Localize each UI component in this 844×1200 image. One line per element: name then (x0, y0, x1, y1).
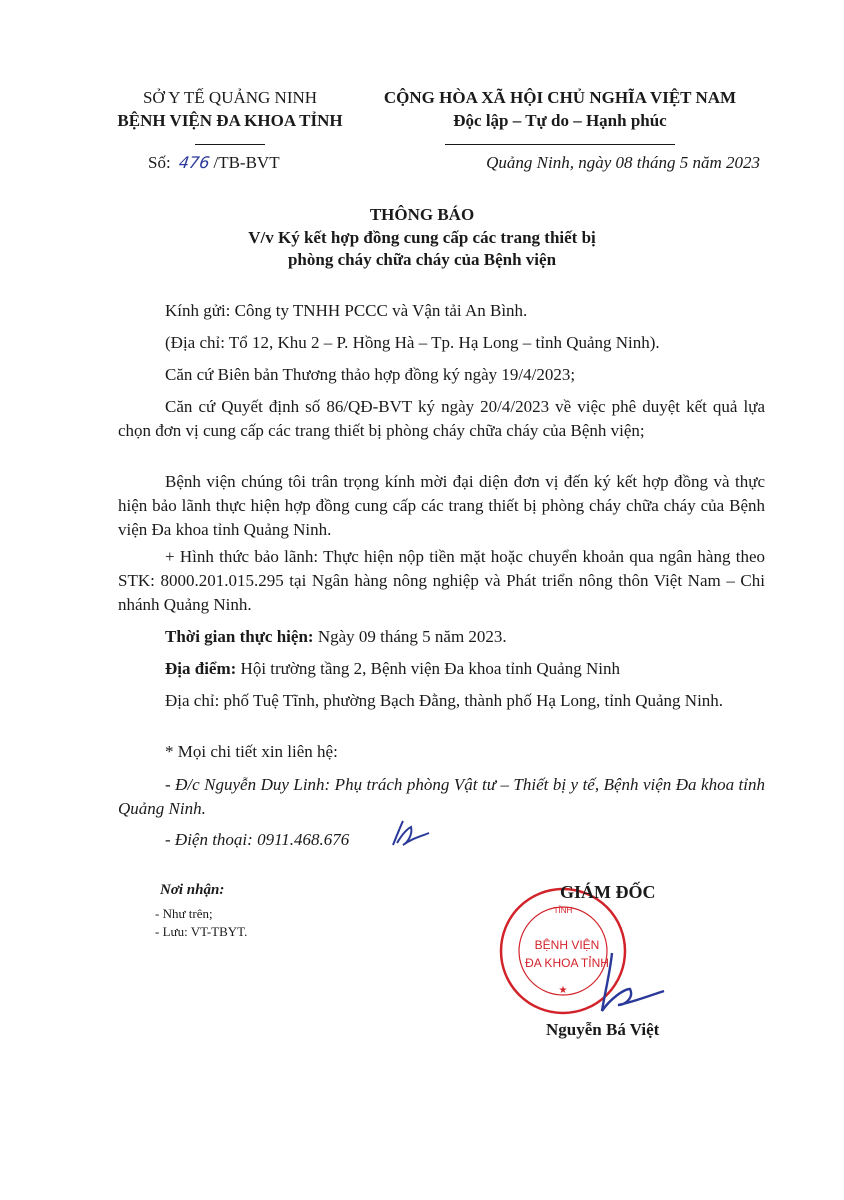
hospital-address: Địa chỉ: phố Tuệ Tĩnh, phường Bạch Đằng, thành phố Hạ Long, tỉnh Quảng Ninh. (165, 691, 724, 710)
location-label: Địa điểm: (165, 659, 237, 678)
company-address: (Địa chỉ: Tổ 12, Khu 2 – P. Hồng Hà – Tp. Hạ Long – tỉnh Quảng Ninh). (165, 333, 660, 352)
document-number (148, 153, 280, 173)
header-country (350, 86, 770, 150)
so-suffix: /TB-BVT (213, 153, 280, 172)
time-line (118, 625, 765, 649)
location-value: Hội trường tầng 2, Bệnh viện Đa khoa tỉnh Quảng Ninh (236, 659, 620, 678)
header-organization (100, 86, 360, 150)
signer-name: Nguyễn Bá Việt (546, 1020, 660, 1039)
stamp-line-1: BỆNH VIỆN (534, 938, 600, 952)
org-underline (195, 144, 265, 145)
recipient-1: - Như trên; (155, 906, 213, 921)
date-line: Quảng Ninh, ngày 08 tháng 5 năm 2023 (486, 153, 760, 172)
org-parent: SỞ Y TẾ QUẢNG NINH (142, 88, 318, 107)
contact-phone: - Điện thoại: 0911.468.676 (165, 830, 350, 849)
can-cu-1: Căn cứ Biên bản Thương thảo hợp đồng ký ngày 19/4/2023; (165, 365, 576, 384)
director-signature (590, 945, 670, 1020)
recipients-label: Nơi nhận: (160, 882, 225, 898)
invitation-paragraph: Bệnh viện chúng tôi trân trọng kính mời đại diện đơn vị đến ký kết hợp đồng và thực hiện bảo lãnh thực hiện hợp đồng cung cấp các trang thiết bị phòng cháy chữa cháy của Bệnh viện Đa khoa tỉnh Quảng Ninh. (118, 472, 765, 539)
subject-line-2: phòng cháy chữa cháy của Bệnh viện (287, 250, 557, 269)
kinh-gui: Kính gửi: Công ty TNHH PCCC và Vận tải An Bình. (165, 301, 528, 320)
so-number-handwritten: 476 (177, 153, 211, 172)
svg-text:TỈNH: TỈNH (553, 906, 573, 915)
doc-type-title: THÔNG BÁO (369, 205, 475, 224)
time-label: Thời gian thực hiện: (165, 627, 314, 646)
contact-person: - Đ/c Nguyễn Duy Linh: Phụ trách phòng Vật tư – Thiết bị y tế, Bệnh viện Đa khoa tỉnh Quảng Ninh. (118, 775, 765, 818)
time-value: Ngày 09 tháng 5 năm 2023. (313, 627, 507, 646)
motto-underline (445, 144, 675, 145)
initials-signature (385, 815, 435, 855)
guarantee-paragraph: + Hình thức bảo lãnh: Thực hiện nộp tiền mặt hoặc chuyển khoản qua ngân hàng theo STK: 8000.201.015.295 tại Ngân hàng nông nghiệp và Phát triển nông thôn Việt Nam – Chi nhánh Quảng Ninh. (118, 547, 765, 614)
stamp-line-2: ĐA KHOA TỈNH (525, 956, 609, 970)
signer-title: GIÁM ĐỐC (560, 882, 656, 902)
motto: Độc lập – Tự do – Hạnh phúc (453, 111, 667, 130)
country-name: CỘNG HÒA XÃ HỘI CHỦ NGHĨA VIỆT NAM (383, 88, 737, 107)
can-cu-2: Căn cứ Quyết định số 86/QĐ-BVT ký ngày 20/4/2023 về việc phê duyệt kết quả lựa chọn đơn vị cung cấp các trang thiết bị phòng cháy chữa cháy của Bệnh viện; (118, 397, 765, 440)
subject-line-1: V/v Ký kết hợp đồng cung cấp các trang thiết bị (248, 228, 596, 247)
svg-text:★: ★ (558, 985, 568, 996)
org-name: BỆNH VIỆN ĐA KHOA TỈNH (117, 111, 343, 130)
contact-intro: * Mọi chi tiết xin liên hệ: (165, 742, 338, 761)
so-prefix: Số: (148, 153, 171, 172)
location-line (118, 657, 765, 681)
recipient-2: - Lưu: VT-TBYT. (155, 924, 248, 939)
